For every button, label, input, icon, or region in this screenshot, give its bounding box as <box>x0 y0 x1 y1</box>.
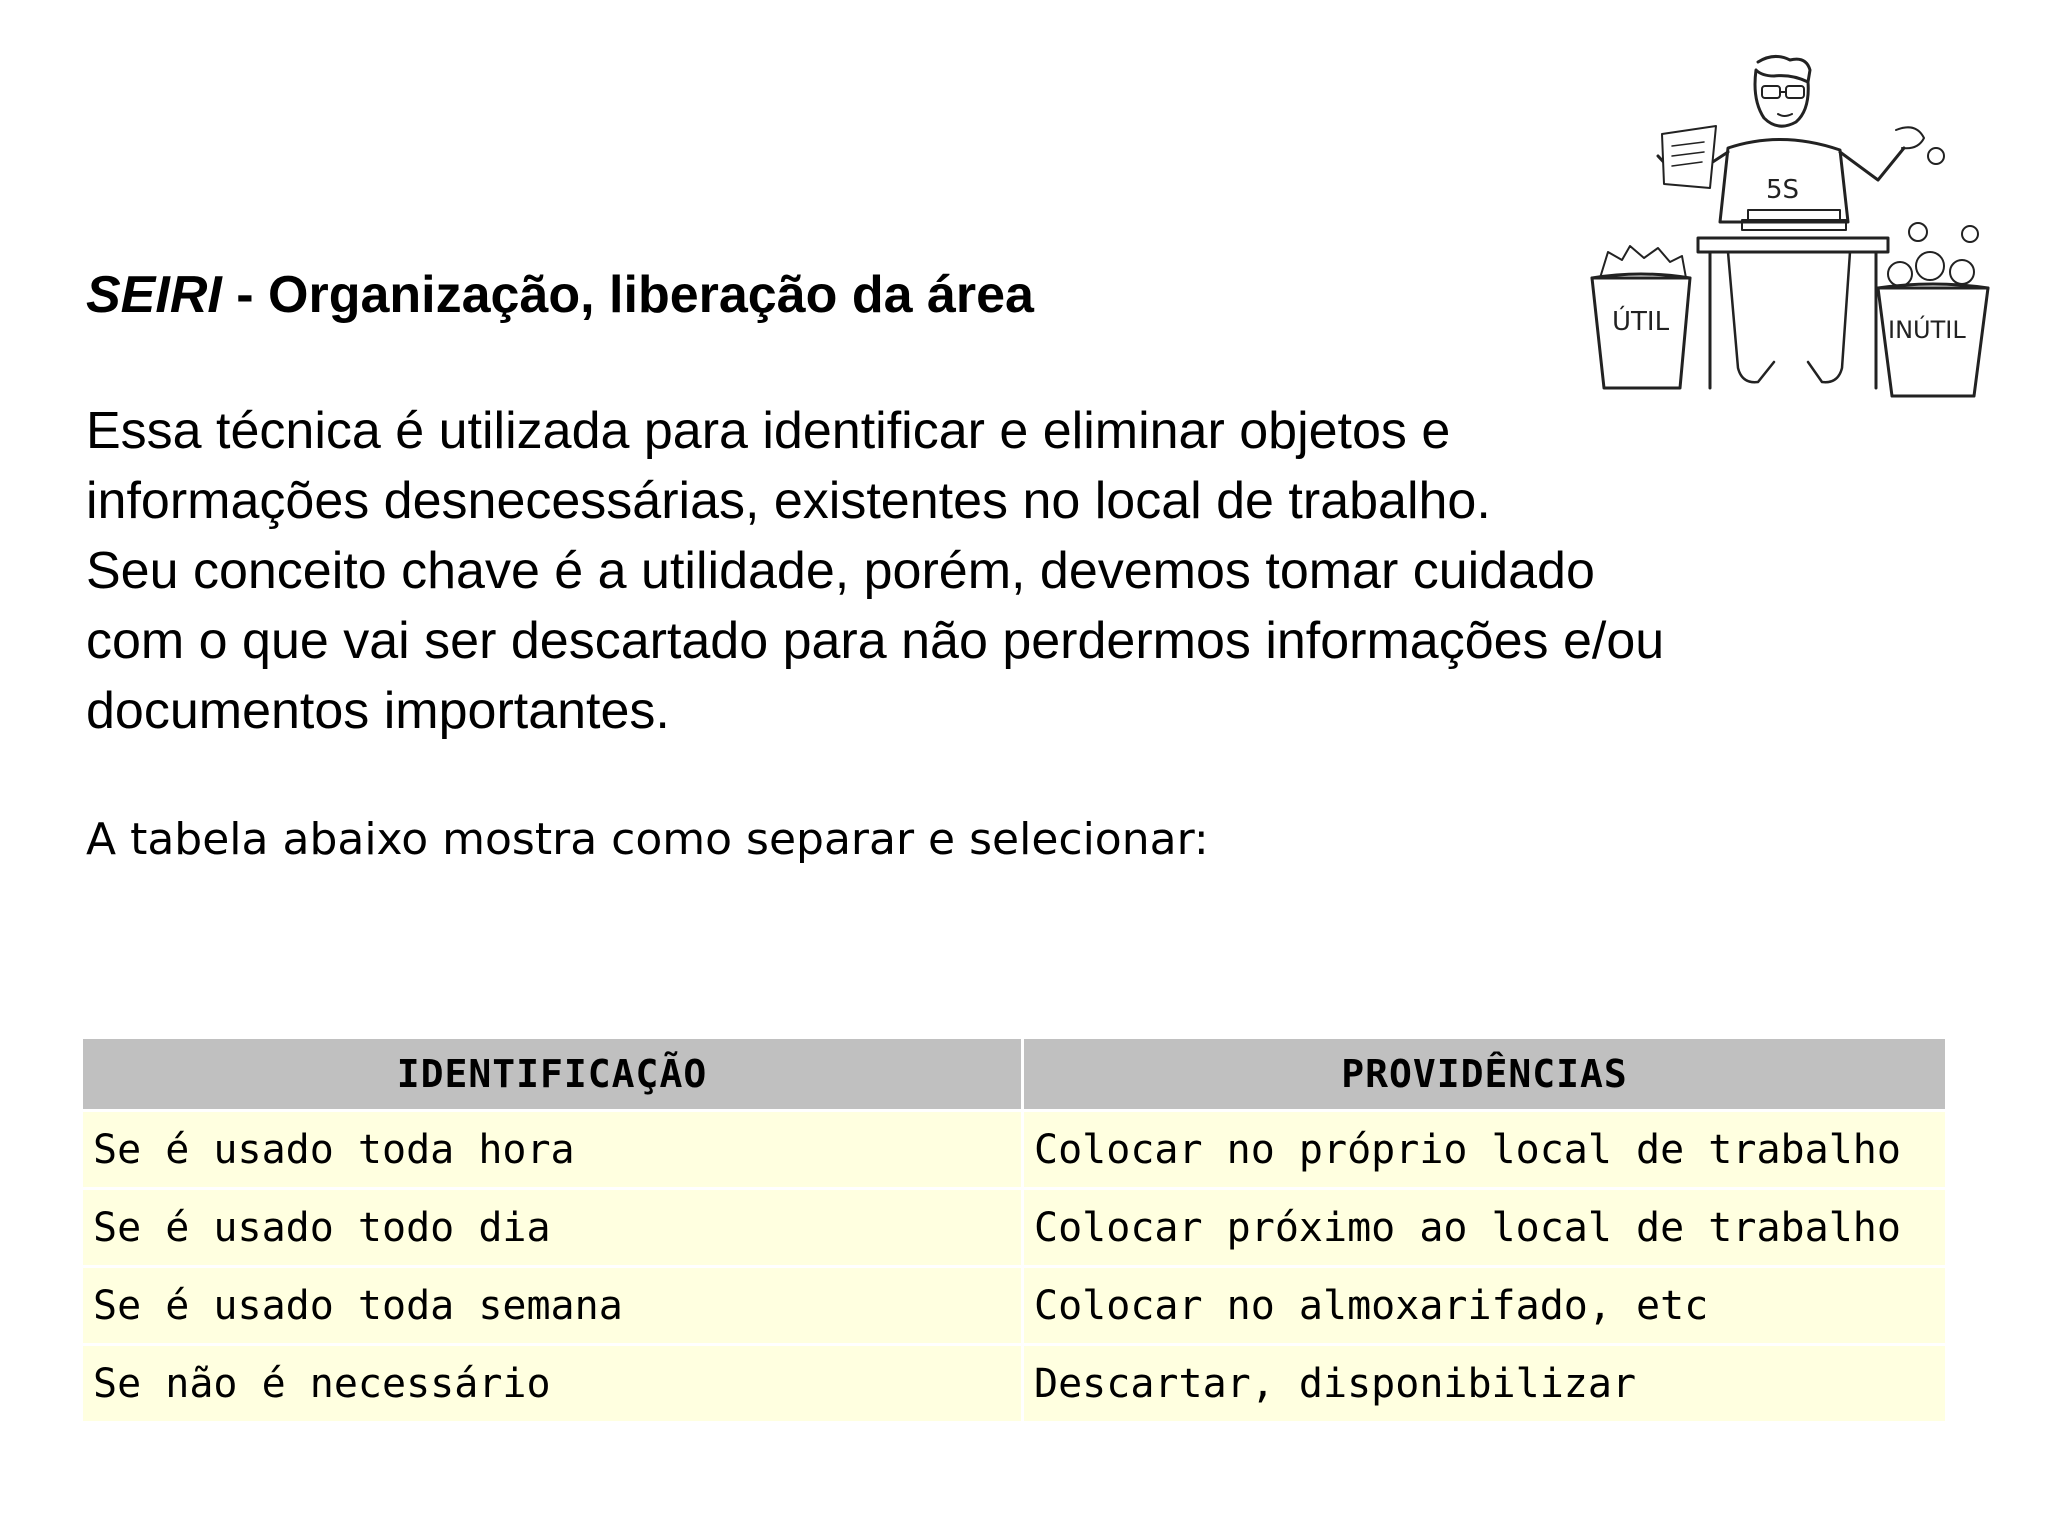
bin-useless-icon <box>1878 223 1988 396</box>
table-intro-text: A tabela abaixo mostra como separar e selecionar: <box>86 814 1209 865</box>
table-row <box>83 1268 1945 1343</box>
header-providencias: PROVIDÊNCIAS <box>1024 1039 1945 1109</box>
table-row <box>83 1346 1945 1421</box>
heading-separator: - <box>221 266 269 324</box>
desk-icon <box>1698 210 1888 388</box>
table-row <box>83 1190 1945 1265</box>
identification-cell: Se é usado toda hora <box>83 1112 1021 1187</box>
description-paragraph <box>86 396 1906 746</box>
identification-cell: Se é usado toda semana <box>83 1268 1021 1343</box>
description-line: com o que vai ser descartado para não perdermos informações e/ou <box>86 612 1665 670</box>
identification-cell: Se não é necessário <box>83 1346 1021 1421</box>
table-header-row <box>83 1039 1945 1109</box>
description-line: documentos importantes. <box>86 682 670 740</box>
description-line: Seu conceito chave é a utilidade, porém, devemos tomar cuidado <box>86 542 1595 600</box>
action-cell: Colocar no almoxarifado, etc <box>1024 1268 1945 1343</box>
action-cell: Colocar próximo ao local de trabalho <box>1024 1190 1945 1265</box>
heading-title: Organização, liberação da área <box>268 266 1034 324</box>
description-line: informações desnecessárias, existentes no local de trabalho. <box>86 472 1491 530</box>
header-identificacao: IDENTIFICAÇÃO <box>83 1039 1021 1109</box>
description-line: Essa técnica é utilizada para identificar e eliminar objetos e <box>86 402 1451 460</box>
selection-table <box>80 1036 1948 1424</box>
bin-useful-label: ÚTIL <box>1612 307 1670 337</box>
bin-useful-icon <box>1592 246 1690 388</box>
action-cell: Descartar, disponibilizar <box>1024 1346 1945 1421</box>
sorting-person-illustration <box>1578 52 1998 408</box>
slide-heading <box>86 262 1034 328</box>
table-row <box>83 1112 1945 1187</box>
person-figure-icon <box>1658 56 1944 222</box>
identification-cell: Se é usado todo dia <box>83 1190 1021 1265</box>
bin-useless-label: INÚTIL <box>1888 316 1966 344</box>
selection-table-container <box>80 1036 1948 1424</box>
shirt-5s-label: 5S <box>1766 175 1800 205</box>
heading-term: SEIRI <box>86 266 222 324</box>
action-cell: Colocar no próprio local de trabalho <box>1024 1112 1945 1187</box>
